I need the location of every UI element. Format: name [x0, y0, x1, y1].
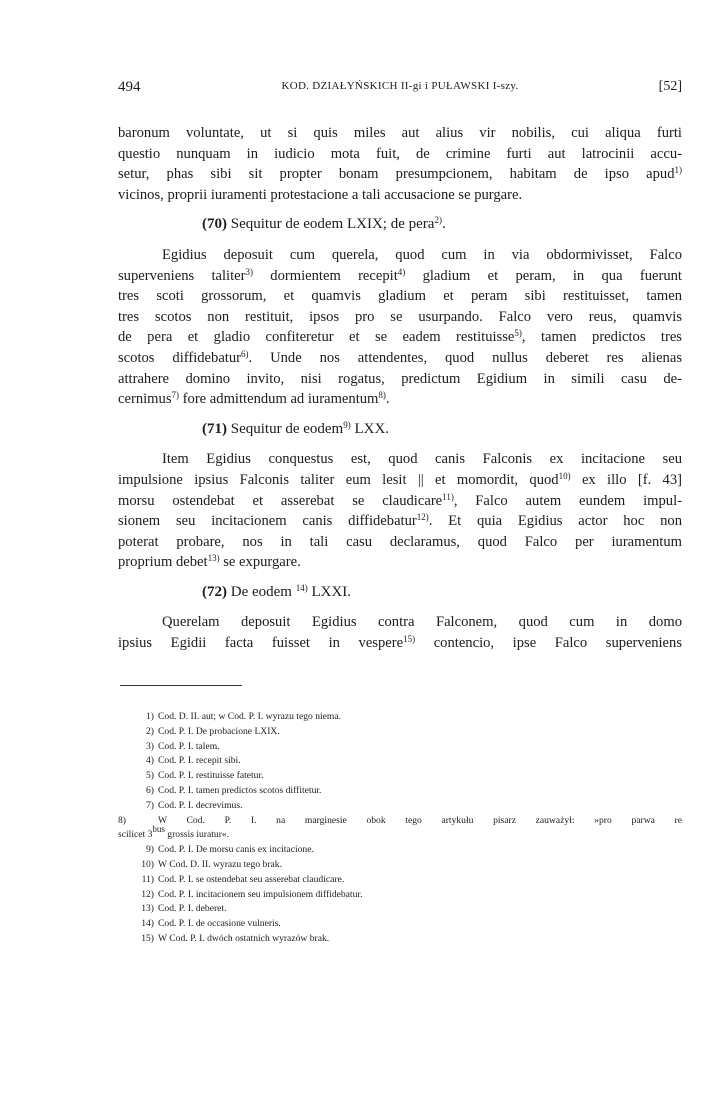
paragraph-71 [118, 449, 682, 573]
text-line: tres scotos non restituit, ipsos pro se usurpando. Falco vero reus, quamvis [118, 308, 682, 325]
text-line: proprium debet$^{13)}$ se expurgare. [118, 553, 301, 571]
footnote: 6) Cod. P. I. tamen predictos scotos diffitetur. [146, 784, 322, 796]
footnote: 12) Cod. P. I. incitacionem seu impulsionem diffidebatur. [141, 888, 363, 900]
text-line: questio nunquam in iudicio mota fuit, de crimine furti aut latrocinii accu- [118, 145, 682, 162]
footnote-ref: 2) [434, 215, 442, 226]
text-line: superveniens taliter$^{3)}$ dormientem recepit$^{4)}$ gladium et peram, in qua fuerunt [118, 266, 682, 284]
section-title: De eodem [230, 583, 292, 600]
section-number: (72) [202, 583, 227, 600]
footnote: 14) Cod. P. I. de occasione vulneris. [141, 918, 281, 930]
text-line: cernimus$^{7)}$ fore admittendum ad iuramentum$^{8)}$. [118, 390, 390, 408]
footnote: 9) Cod. P. I. De morsu canis ex incitacione. [146, 844, 314, 856]
text-line: vicinos, proprii iuramenti protestacione a tali accusacione se purgare. [118, 186, 523, 203]
footnote: 5) Cod. P. I. restituisse fatetur. [146, 770, 264, 782]
footnote: 13) Cod. P. I. deberet. [141, 903, 227, 915]
footnote-continuation: scilicet $3^{bus}$ grossis iuratur«. [118, 824, 230, 841]
running-title: KOD. DZIAŁYŃSKICH II-gi i PUŁAWSKI I-szy. [281, 80, 519, 92]
paragraph-70 [118, 245, 682, 410]
footnotes [118, 710, 682, 947]
text-line: ipsius Egidii facta fuisset in vespere$^{15)}$ contencio, ipse Falco superveniens [118, 634, 682, 652]
text-line: Querelam deposuit Egidius contra Falconem, quod cum in domo [162, 614, 682, 631]
footnote: 10) W Cod. D. II. wyrazu tego brak. [141, 858, 282, 870]
text-line: setur, phas sibi sit propter bonam presumpcionem, habitam de ipso apud$^{1)}$ [118, 165, 682, 183]
page-number: 494 [118, 79, 141, 95]
footnote: 15) W Cod. P. I. dwóch ostatnich wyrazów brak. [141, 932, 330, 944]
text-line: Egidius deposuit cum querela, quod cum in via obdormivisset, Falco [162, 246, 682, 263]
bracket-number: [52] [658, 79, 682, 94]
text-line: sionem seu incitacionem canis diffidebatur$^{12)}$. Et quia Egidius actor hoc non [118, 512, 682, 530]
footnote-ref: 14) [295, 582, 308, 593]
text-line: scotos diffidebatur$^{6)}$. Unde nos attendentes, quod nullus deberet res alienas [118, 348, 682, 366]
text-line: morsu ostendebat et asserebat se claudicare$^{11)}$, Falco autem eundem impul- [118, 491, 682, 509]
paragraph-72 [118, 612, 682, 653]
section-number: (70) [202, 216, 227, 233]
footnote-divider [120, 685, 242, 686]
section-heading-70: (70) Sequitur de eodem LXIX; de pera$^{2)}$. [202, 215, 446, 233]
footnote-ref: 1) [674, 165, 682, 176]
footnote: 4) Cod. P. I. recepit sibi. [146, 755, 241, 767]
section-title: Sequitur de eodem LXIX; de pera [230, 216, 435, 233]
text-line: impulsione ipsius Falconis taliter eum lesit || et momordit, quod$^{10)}$ ex illo [f. 43] [118, 470, 682, 488]
footnote: 11) Cod. P. I. se ostendebat seu asserebat claudicare. [141, 873, 345, 885]
page-header [118, 79, 682, 103]
section-title: Sequitur de eodem [230, 420, 344, 437]
section-number: (71) [202, 420, 227, 437]
section-heading-71: (71) Sequitur de eodem$^{9)}$ LXX. [202, 419, 390, 437]
paragraph-intro [118, 123, 682, 205]
footnote: 3) Cod. P. I. talem. [146, 740, 220, 752]
footnote-ref: 9) [343, 419, 351, 430]
text-line: attrahere domino invito, nisi rogatus, predictum Egidium in simili casu de- [118, 370, 682, 387]
footnote: 1) Cod. D. II. aut; w Cod. P. I. wyrazu tego niema. [146, 711, 342, 722]
main-text [118, 123, 682, 654]
text-line: tres scoti grossorum, et quamvis gladium et peram sibi restituisset, tamen [118, 288, 682, 305]
footnote: 2) Cod. P. I. De probacione LXIX. [146, 725, 280, 737]
text-line: poterat probare, nos in tali casu declaramus, quod Falco per iuramentum [118, 533, 682, 550]
footnote: 7) Cod. P. I. decrevimus. [146, 799, 243, 811]
footnote: 8) W Cod. P. I. na marginesie obok tego artykułu pisarz zauważył: »pro parwa re [118, 814, 682, 826]
text-line: de pera et gladio confiteretur et se eadem restituisse$^{5)}$, tamen predictos tres [118, 328, 682, 346]
text-line: baronum voluntate, ut si quis miles aut alius vir nobilis, cui aliqua furti [118, 125, 682, 141]
text-line: Item Egidius conquestus est, quod canis Falconis ex incitacione seu [162, 451, 682, 468]
section-heading-72: (72) De eodem $^{14)}$ LXXI. [202, 582, 352, 600]
